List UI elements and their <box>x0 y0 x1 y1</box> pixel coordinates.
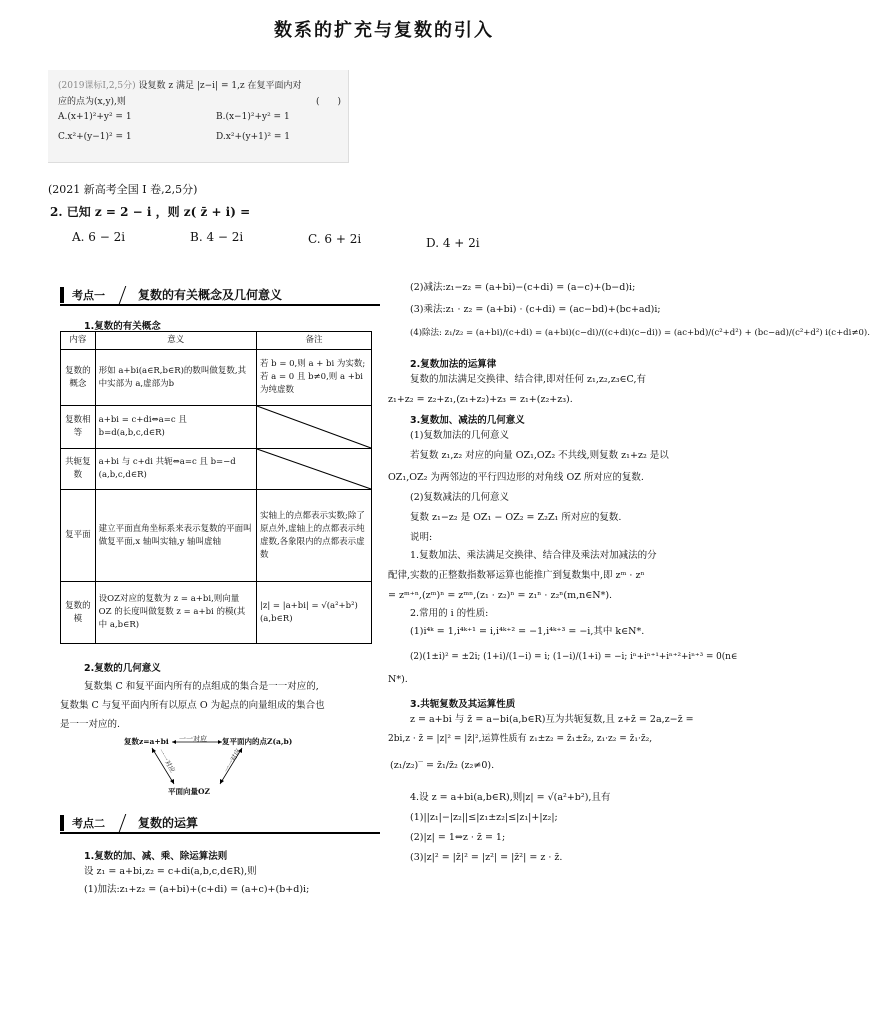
question-1-source: (2019课标Ⅰ,2,5分) <box>58 81 136 91</box>
table-header-row <box>61 332 372 350</box>
section-bar <box>60 287 64 303</box>
diagram-diag-label-right: 一一对应 <box>222 747 243 775</box>
diagram-bottom-node: 平面向量OZ <box>168 787 211 796</box>
paragraph-line: = zᵐ⁺ⁿ,(zᵐ)ⁿ = zᵐⁿ,(z₁ · z₂)ⁿ = z₁ⁿ · z₂ⁿ(m,n∈N*). <box>388 590 613 601</box>
section-1-label: 考点一 <box>72 289 105 302</box>
question-2-option-b: B. 4 − 2i <box>190 230 244 244</box>
section-divider <box>119 814 127 832</box>
subheading-operations: 1.复数的加、减、乘、除运算法则 <box>84 851 228 862</box>
subheading-geometry: 2.复数的几何意义 <box>84 663 161 674</box>
paragraph-line: OZ₁,OZ₂ 为两邻边的平行四边形的对角线 OZ 所对应的复数. <box>388 472 644 483</box>
question-1-stem2: 应的点为(x,y),则 <box>58 97 126 107</box>
correspondence-diagram <box>124 736 314 798</box>
paragraph-line: (1)||z₁|−|z₂||≤|z₁±z₂|≤|z₁|+|z₂|; <box>410 812 558 823</box>
table-cell-meaning: 设OZ对应的复数为 z = a+bi,则向量 OZ 的长度叫做复数 z = a+bi 的模(其中 a,b∈R) <box>95 582 256 644</box>
table-row <box>61 350 372 406</box>
diagonal-slash <box>257 406 371 448</box>
question-1-stem <box>58 78 302 91</box>
paragraph-line: 若复数 z₁,z₂ 对应的向量 OZ₁,OZ₂ 不共线,则复数 z₁+z₂ 是以 <box>410 450 669 461</box>
paragraph-line: 是一一对应的. <box>60 719 121 730</box>
paragraph-line: (3)乘法:z₁ · z₂ = (a+bi) · (c+di) = (ac−bd)+(bc+ad)i; <box>410 304 661 315</box>
paragraph-line: 复数集 C 和复平面内所有的点组成的集合是一一对应的, <box>84 681 319 692</box>
table-cell-empty <box>256 449 371 490</box>
table-cell-meaning: 形如 a+bi(a∈R,b∈R)的数叫做复数,其中实部为 a,虚部为b <box>95 350 256 406</box>
table-cell-name: 共轭复数 <box>61 449 96 490</box>
question-1-stem-line2 <box>58 94 342 107</box>
section-1-header <box>60 284 380 306</box>
diagram-arrows <box>124 736 314 798</box>
option-d: D.x²+(y+1)² = 1 <box>216 132 290 142</box>
subheading-addition-laws: 2.复数加法的运算律 <box>410 359 497 370</box>
option-b: B.(x−1)²+y² = 1 <box>216 112 290 122</box>
question-2-stem: 2. 已知 z = 2 − i ，则 z( z̄ + i) = <box>50 205 251 219</box>
section-underline <box>60 832 380 834</box>
paragraph-line: 复数集 C 与复平面内所有以原点 O 为起点的向量组成的集合也 <box>60 700 325 711</box>
paragraph-line: 复数的加法满足交换律、结合律,即对任何 z₁,z₂,z₃∈C,有 <box>410 374 647 385</box>
section-underline <box>60 304 380 306</box>
paragraph-line: 2bi,z · z̄ = |z|² = |z̄|²,运算性质有 z₁±z₂ = z̄₁±z̄₂, z₁·z₂ = z̄₁·z̄₂, <box>388 734 653 744</box>
question-2-option-c: C. 6 + 2i <box>308 232 362 246</box>
paragraph-line: 4.设 z = a+bi(a,b∈R),则|z| = √(a²+b²),且有 <box>410 792 611 803</box>
table-cell-meaning: a+bi = c+di⇔a=c 且 b=d(a,b,c,d∈R) <box>95 406 256 449</box>
division-formula: (4)除法: z₁/z₂ = (a+bi)/(c+di) = (a+bi)(c−di)/((c+di)(c−di)) = (ac+bd)/(c²+d²) + (bc−ad)/(c²+d²) i(c+di≠0). <box>410 328 870 338</box>
paragraph-line: 2.常用的 i 的性质: <box>410 608 489 619</box>
diagonal-slash <box>257 449 371 489</box>
table-cell-note: 若 b = 0,则 a + bi 为实数;若 a = 0 且 b≠0,则 a +bi 为纯虚数 <box>256 350 371 406</box>
table-row <box>61 490 372 582</box>
page-title: 数系的扩充与复数的引入 <box>274 20 494 41</box>
subheading-conjugate: 3.共轭复数及其运算性质 <box>410 699 516 710</box>
paragraph-line: 配律,实数的正整数指数幂运算也能推广到复数集中,即 zᵐ · zⁿ <box>388 570 645 581</box>
paragraph-line: 1.复数加法、乘法满足交换律、结合律及乘法对加减法的分 <box>410 550 657 561</box>
table-cell-note: |z| = |a+bi| = √(a²+b²) (a,b∈R) <box>256 582 371 644</box>
question-1-stem-text: 设复数 z 满足 |z−i| = 1,z 在复平面内对 <box>138 81 302 91</box>
table-cell-meaning: 建立平面直角坐标系来表示复数的平面叫做复平面,x 轴叫实轴,y 轴叫虚轴 <box>95 490 256 582</box>
table-cell-name: 复数相等 <box>61 406 96 449</box>
question-1-box <box>48 70 349 163</box>
subheading-concepts: 1.复数的有关概念 <box>84 321 161 332</box>
section-2-header <box>60 812 380 834</box>
table-header: 备注 <box>256 332 371 350</box>
section-2-title: 复数的运算 <box>138 816 199 830</box>
paragraph-line: 复数 z₁−z₂ 是 OZ₁ − OZ₂ = Z₂Z₁ 所对应的复数. <box>410 512 622 523</box>
paragraph-line: (1)加法:z₁+z₂ = (a+bi)+(c+di) = (a+c)+(b+d)i; <box>84 884 310 895</box>
answer-paren: ( ) <box>316 97 342 107</box>
table-cell-empty <box>256 406 371 449</box>
paragraph-line: (2)减法:z₁−z₂ = (a+bi)−(c+di) = (a−c)+(b−d)i; <box>410 282 636 293</box>
paragraph-line: (2)复数减法的几何意义 <box>410 492 509 503</box>
question-2-option-d: D. 4 + 2i <box>426 236 480 250</box>
section-2-label: 考点二 <box>72 817 105 830</box>
paragraph-line: (1)复数加法的几何意义 <box>410 430 509 441</box>
paragraph-line: (z₁/z₂)‾ = z̄₁/z̄₂ (z₂≠0). <box>390 760 495 771</box>
question-2-option-a: A. 6 − 2i <box>72 230 126 244</box>
paragraph-line: 说明: <box>410 532 433 543</box>
paragraph-line: z₁+z₂ = z₂+z₁,(z₁+z₂)+z₃ = z₁+(z₂+z₃). <box>388 394 573 405</box>
paragraph-line: (2)(1±i)² = ±2i; (1+i)/(1−i) = i; (1−i)/(1+i) = −i; iⁿ+iⁿ⁺¹+iⁿ⁺²+iⁿ⁺³ = 0(n∈ <box>410 652 738 662</box>
option-c: C.x²+(y−1)² = 1 <box>58 132 132 142</box>
diagram-mid-label: 一一对应 <box>179 735 207 743</box>
diagram-left-node: 复数z=a+bi <box>124 737 169 746</box>
table-cell-name: 复数的模 <box>61 582 96 644</box>
section-divider <box>119 286 127 304</box>
section-1-title: 复数的有关概念及几何意义 <box>138 288 283 302</box>
paragraph-line: z = a+bi 与 z̄ = a−bi(a,b∈R)互为共轭复数,且 z+z̄ = 2a,z−z̄ = <box>410 714 694 725</box>
diagram-diag-label-left: 一一对应 <box>156 747 177 775</box>
paragraph-line: (1)i⁴ᵏ = 1,i⁴ᵏ⁺¹ = i,i⁴ᵏ⁺² = −1,i⁴ᵏ⁺³ = −i,其中 k∈N*. <box>410 626 645 637</box>
table-row <box>61 449 372 490</box>
paragraph-line: 设 z₁ = a+bi,z₂ = c+di(a,b,c,d∈R),则 <box>84 866 257 877</box>
diagram-right-node: 复平面内的点Z(a,b) <box>222 737 293 746</box>
question-2-source: (2021 新高考全国 Ⅰ 卷,2,5分) <box>48 183 198 196</box>
paragraph-line: (2)|z| = 1⇔z · z̄ = 1; <box>410 832 506 843</box>
table-row <box>61 406 372 449</box>
concept-table <box>60 331 372 644</box>
table-header: 意义 <box>95 332 256 350</box>
table-cell-note: 实轴上的点都表示实数;除了原点外,虚轴上的点都表示纯虚数,各象限内的点都表示虚数 <box>256 490 371 582</box>
table-header: 内容 <box>61 332 96 350</box>
paragraph-line: (3)|z|² = |z̄|² = |z²| = |z̄²| = z · z̄. <box>410 852 563 863</box>
section-bar <box>60 815 64 831</box>
option-a: A.(x+1)²+y² = 1 <box>58 112 132 122</box>
subheading-geometric-meaning: 3.复数加、减法的几何意义 <box>410 415 525 426</box>
table-row <box>61 582 372 644</box>
table-cell-name: 复平面 <box>61 490 96 582</box>
table-cell-name: 复数的概念 <box>61 350 96 406</box>
table-cell-meaning: a+bi 与 c+di 共轭⇔a=c 且 b=−d (a,b,c,d∈R) <box>95 449 256 490</box>
paragraph-line: N*). <box>388 674 408 685</box>
